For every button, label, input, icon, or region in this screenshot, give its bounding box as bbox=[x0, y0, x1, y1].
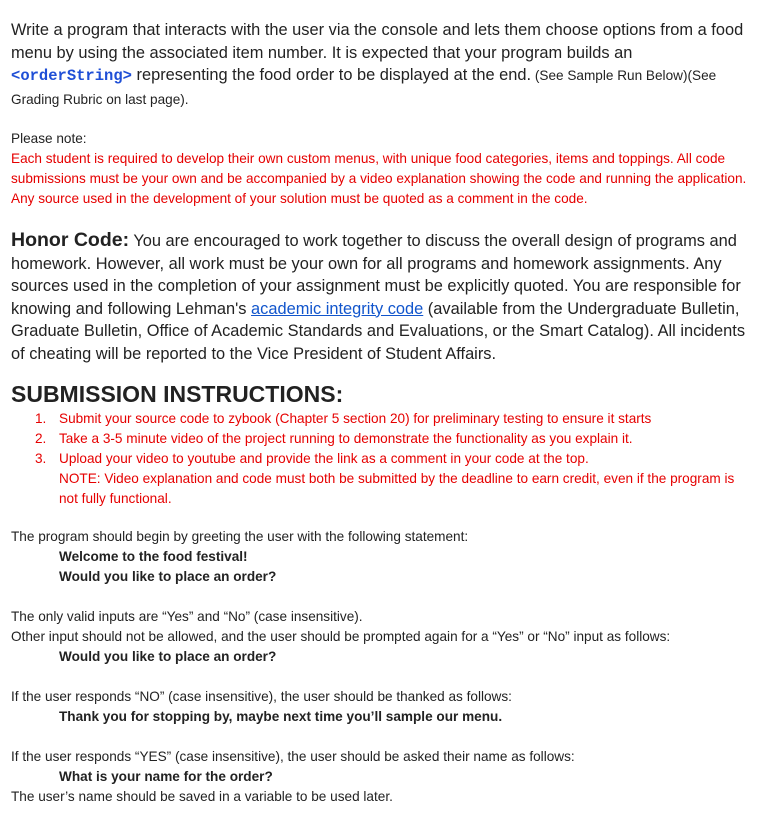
honor-code-title: Honor Code: bbox=[11, 229, 130, 251]
code-close-bracket: > bbox=[122, 67, 132, 85]
submission-list bbox=[11, 409, 751, 509]
submission-item-1 bbox=[11, 409, 751, 429]
please-note-text: Each student is required to develop their own custom menus, with unique food categories, items and toppings. All code submissions must be your own and be accompanied by a video explanation showing the code and running the application. Any source used in the development of your solution must be quoted as a comment in the code. bbox=[11, 151, 747, 206]
submission-item-2 bbox=[11, 429, 751, 449]
honor-text-1: You are encouraged to work together to discuss the overall design of programs and homework. However, all work must be your own for all programs and homework assignments. Any sources used in the completion of your assignment must be explicitly quoted. You are responsible for knowing and following Lehman's bbox=[11, 232, 741, 318]
no-response-intro: If the user responds “NO” (case insensitive), the user should be thanked as follows: bbox=[11, 689, 512, 704]
order-string-code bbox=[11, 67, 132, 85]
item-text: Submit your source code to zybook (Chapter 5 section 20) for preliminary testing to ensure it starts bbox=[59, 411, 652, 426]
code-open-bracket: < bbox=[11, 67, 21, 85]
intro-paragraph bbox=[11, 19, 751, 111]
greeting-intro: The program should begin by greeting the user with the following statement: bbox=[11, 529, 469, 544]
valid-inputs-line-2: Other input should not be allowed, and the user should be prompted again for a “Yes” or “No” input as follows: bbox=[11, 629, 671, 644]
intro-text-2: representing the food order to be displayed at the end. bbox=[131, 66, 532, 84]
academic-integrity-link[interactable]: academic integrity code bbox=[251, 299, 424, 318]
greeting-line-1: Welcome to the food festival! bbox=[59, 549, 248, 564]
submission-item-3 bbox=[11, 449, 751, 509]
please-note-label: Please note: bbox=[11, 131, 87, 146]
code-word: orderString bbox=[20, 67, 123, 85]
honor-text-2: (available from the Undergraduate Bulletin, Graduate Bulletin, Office of Academic Standards and Evaluations, or the Smart Catalog). All incidents of cheating will be reported to the Vice President of Student Affairs. bbox=[11, 299, 746, 363]
yes-response-prompt: What is your name for the order? bbox=[59, 769, 273, 784]
valid-inputs-line-1: The only valid inputs are “Yes” and “No” (case insensitive). bbox=[11, 609, 363, 624]
yes-response-after: The user’s name should be saved in a variable to be used later. bbox=[11, 789, 393, 804]
item-number: 3. bbox=[35, 451, 47, 466]
item-text: Upload your video to youtube and provide the link as a comment in your code at the top. bbox=[59, 451, 589, 466]
submission-heading: SUBMISSION INSTRUCTIONS: bbox=[11, 381, 344, 407]
item-number: 1. bbox=[35, 411, 47, 426]
item-text: Take a 3-5 minute video of the project running to demonstrate the functionality as you explain it. bbox=[59, 431, 633, 446]
greeting-line-2: Would you like to place an order? bbox=[59, 569, 277, 584]
honor-code-paragraph bbox=[11, 229, 751, 365]
item-number: 2. bbox=[35, 431, 47, 446]
intro-small-note: (See Sample Run Below)(See Grading Rubric on last page). bbox=[11, 68, 717, 107]
yes-response-intro: If the user responds “YES” (case insensitive), the user should be asked their name as follows: bbox=[11, 749, 575, 764]
assignment-document bbox=[11, 19, 751, 807]
no-response-message: Thank you for stopping by, maybe next time you’ll sample our menu. bbox=[59, 709, 503, 724]
valid-inputs-prompt: Would you like to place an order? bbox=[59, 649, 277, 664]
submission-note: NOTE: Video explanation and code must both be submitted by the deadline to earn credit, even if the program is not fully functional. bbox=[59, 471, 735, 506]
intro-text-1: Write a program that interacts with the user via the console and lets them choose options from a food menu by using the associated item number. It is expected that your program builds an bbox=[11, 21, 744, 62]
